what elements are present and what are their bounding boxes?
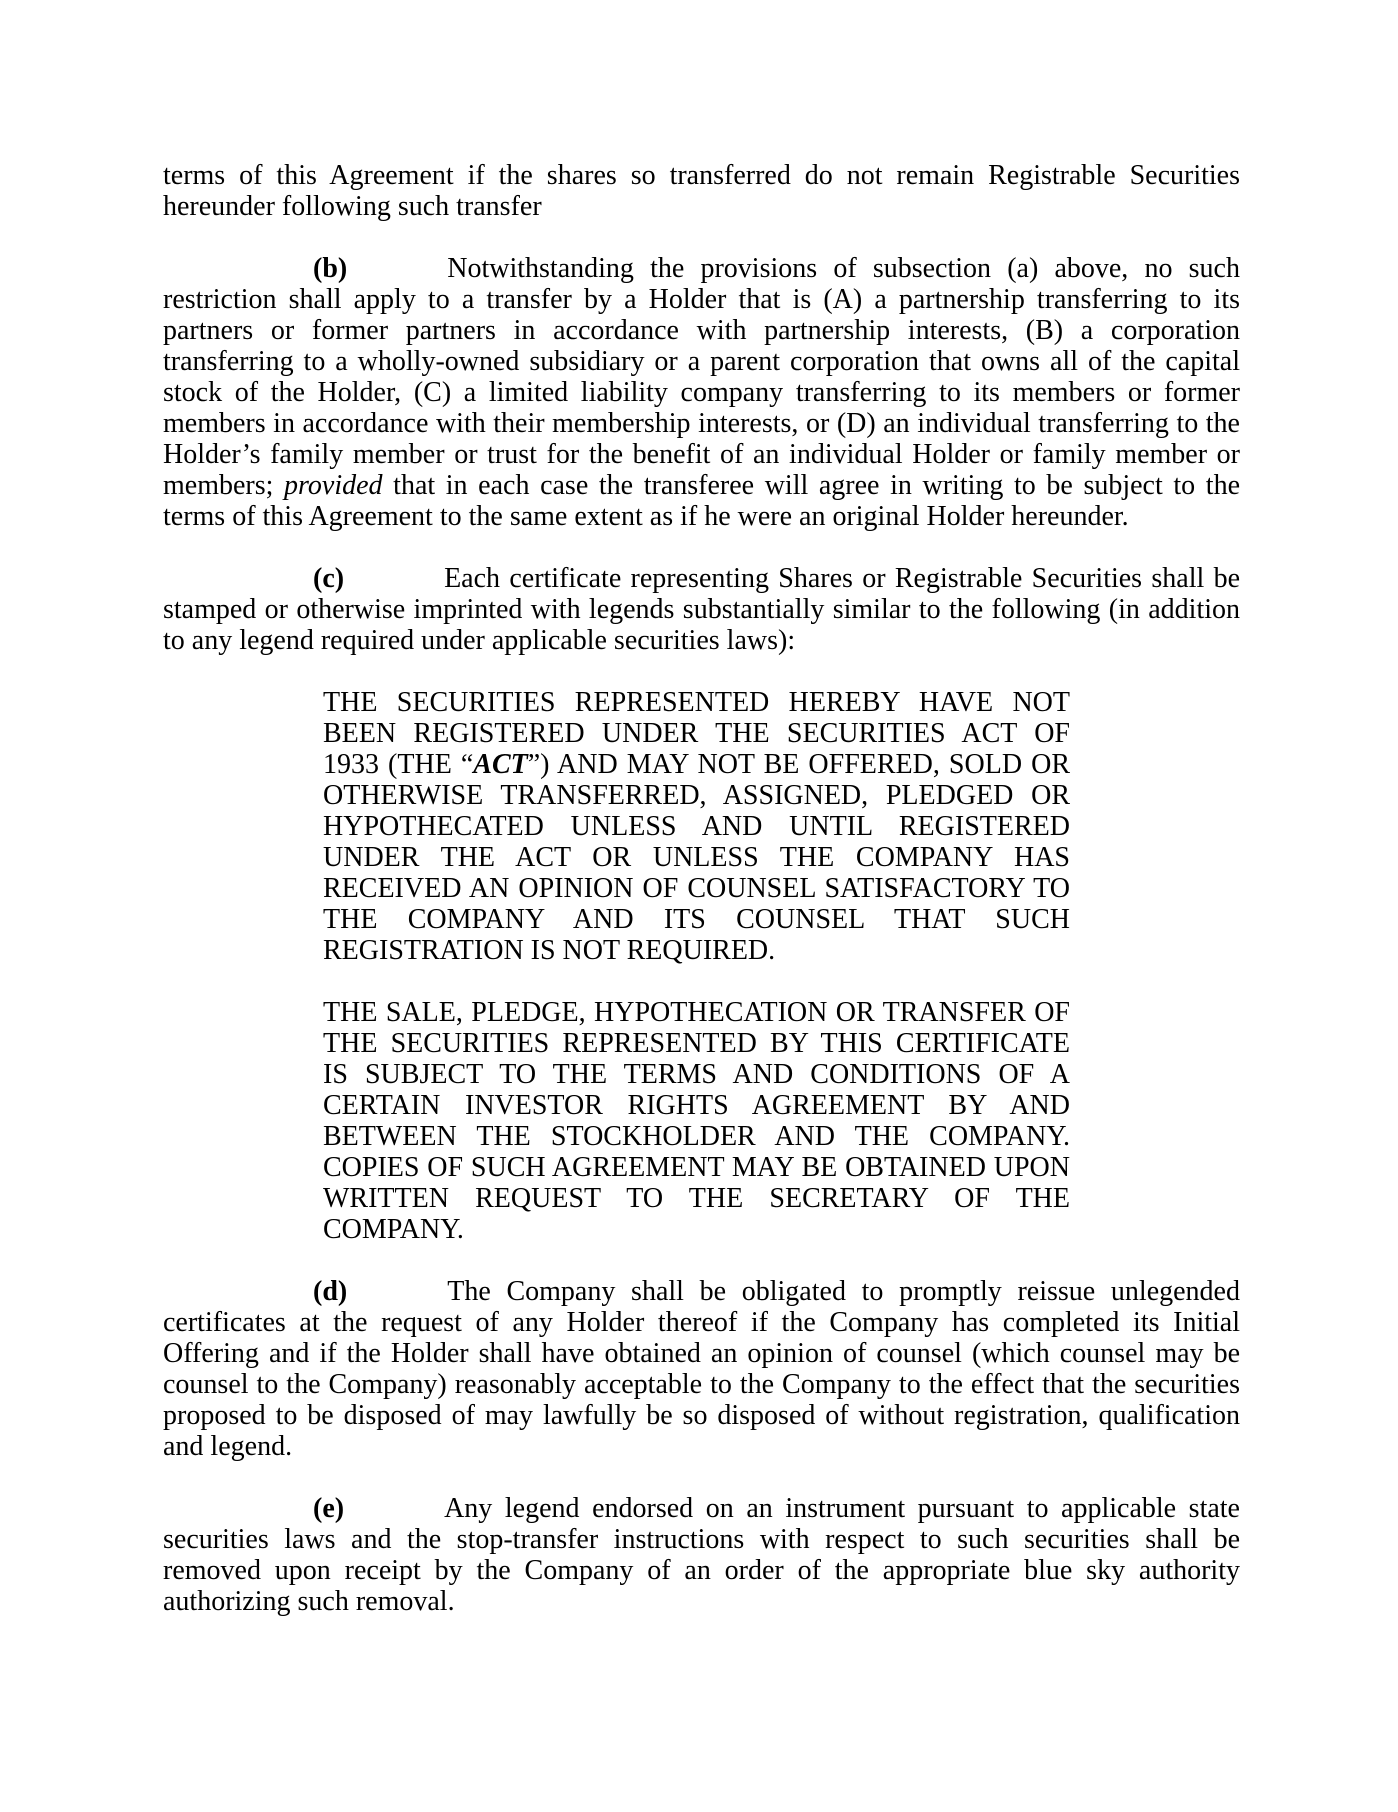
clause-b-text-1: Notwithstanding the provisions of subsection (a) above, no such restriction shall apply to a transfer by a Holder that is (A) a partnership transferring to its partners or former partners in accordance with partnership interests, (B) a corporation transferring to a wholly-owned subsidiary or a parent corporation that owns all of the capital stock of the Holder, (C) a limited liability company transferring to its members or former members in accordance with their membership interests, or (D) an individual transferring to the Holder’s family member or trust for the benefit of an individual Holder or family member or members;: [163, 253, 1240, 501]
clause-c-text: Each certificate representing Shares or Registrable Securities shall be stamped or otherwise imprinted with legends substantially similar to the following (in addition to any legend required under applicable securities laws):: [163, 563, 1240, 656]
legend-1-text-2: ”) AND MAY NOT BE OFFERED, SOLD OR OTHERWISE TRANSFERRED, ASSIGNED, PLEDGED OR HYPOTHECATED UNLESS AND UNTIL REGISTERED UNDER THE ACT OR UNLESS THE COMPANY HAS RECEIVED AN OPINION OF COUNSEL SATISFACTORY TO THE COMPANY AND ITS COUNSEL THAT SUCH REGISTRATION IS NOT REQUIRED.: [323, 749, 1070, 966]
paragraph-intro-text: terms of this Agreement if the shares so transferred do not remain Registrable Securities hereunder following such transfer: [163, 160, 1240, 222]
paragraph-clause-e: [163, 1493, 1240, 1617]
clause-b-text-2: that in each case the transferee will agree in writing to be subject to the terms of this Agreement to the same extent as if he were an original Holder hereunder.: [163, 470, 1240, 532]
legend-2-text: THE SALE, PLEDGE, HYPOTHECATION OR TRANSFER OF THE SECURITIES REPRESENTED BY THIS CERTIFICATE IS SUBJECT TO THE TERMS AND CONDITIONS OF A CERTAIN INVESTOR RIGHTS AGREEMENT BY AND BETWEEN THE STOCKHOLDER AND THE COMPANY. COPIES OF SUCH AGREEMENT MAY BE OBTAINED UPON WRITTEN REQUEST TO THE SECRETARY OF THE COMPANY.: [323, 997, 1070, 1245]
clause-b-provided-emphasis: provided: [284, 470, 383, 501]
clause-c-label: (c): [313, 563, 345, 594]
legend-1-defined-term-act: ACT: [473, 749, 528, 780]
paragraph-clause-d: [163, 1276, 1240, 1462]
paragraph-clause-c: [163, 563, 1240, 656]
paragraph-clause-b: [163, 253, 1240, 532]
paragraph-intro-continuation: [163, 160, 1240, 222]
securities-legend-block-1: [323, 687, 1070, 966]
clause-e-label: (e): [313, 1493, 345, 1524]
clause-e-text: Any legend endorsed on an instrument pursuant to applicable state securities laws and the stop-transfer instructions with respect to such securities shall be removed upon receipt by the Company of an order of the appropriate blue sky authority authorizing such removal.: [163, 1493, 1240, 1617]
securities-legend-block-2: [323, 997, 1070, 1245]
clause-b-label: (b): [313, 253, 348, 284]
clause-d-label: (d): [313, 1276, 348, 1307]
legend-1-text-1: THE SECURITIES REPRESENTED HEREBY HAVE NOT BEEN REGISTERED UNDER THE SECURITIES ACT OF 1933 (THE “: [323, 687, 1070, 780]
clause-d-text: The Company shall be obligated to promptly reissue unlegended certificates at the request of any Holder thereof if the Company has completed its Initial Offering and if the Holder shall have obtained an opinion of counsel (which counsel may be counsel to the Company) reasonably acceptable to the Company to the effect that the securities proposed to be disposed of may lawfully be so disposed of without registration, qualification and legend.: [163, 1276, 1240, 1462]
